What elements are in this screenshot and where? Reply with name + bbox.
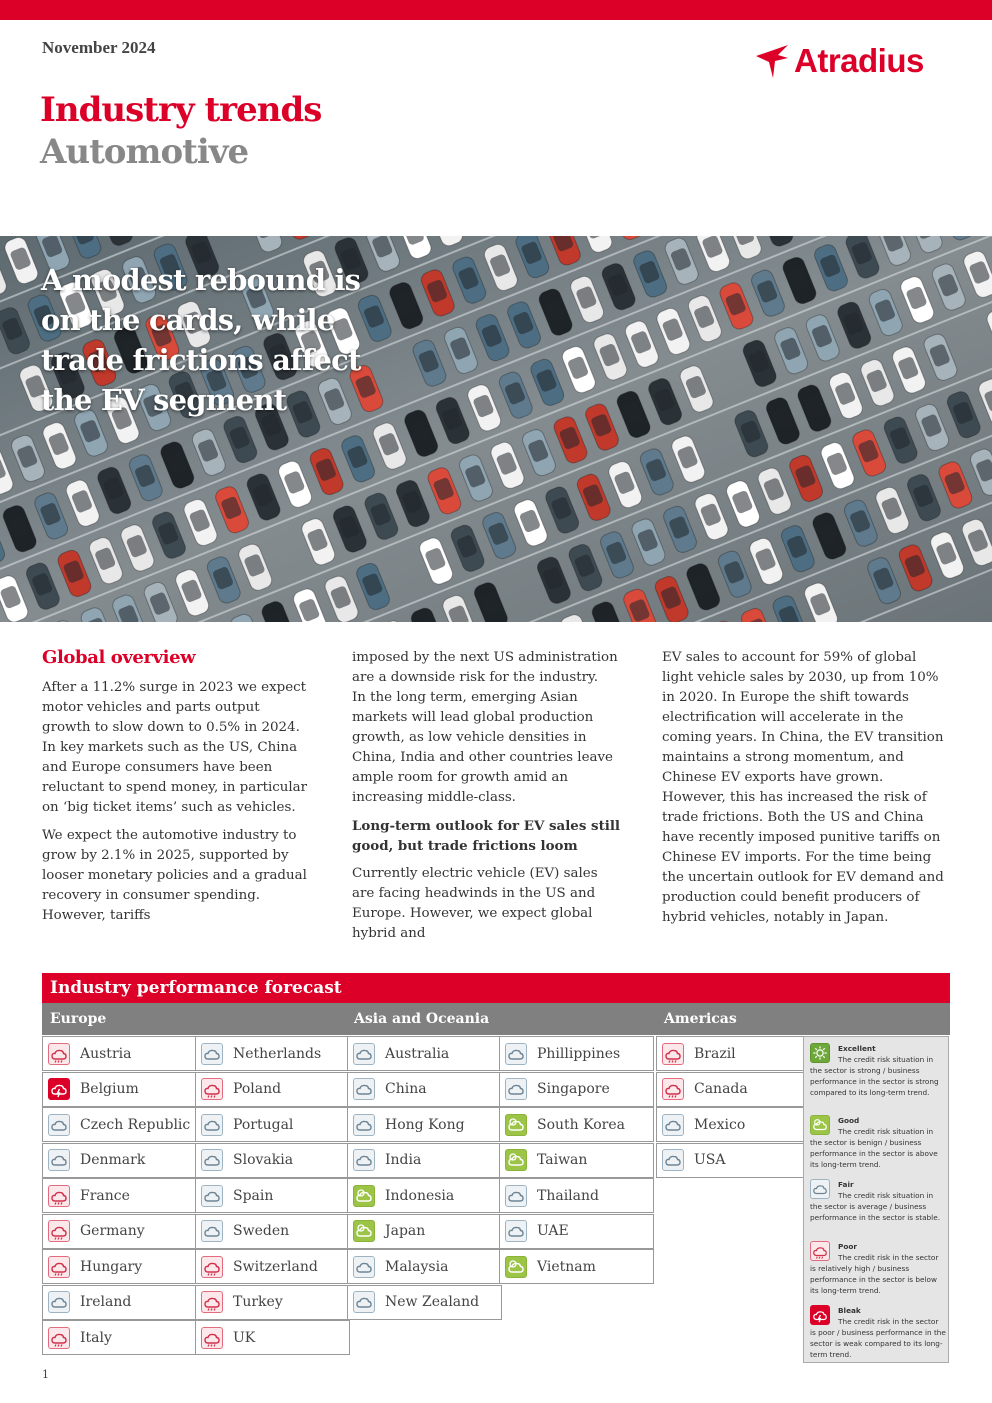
country-cell [195, 1143, 350, 1178]
country-name: UK [233, 1329, 256, 1346]
storm-cloud-icon [48, 1078, 70, 1100]
page-subtitle: Automotive [40, 132, 249, 172]
country-cell [42, 1320, 197, 1355]
country-name: France [80, 1187, 130, 1204]
country-name: Thailand [537, 1187, 599, 1204]
article-column-1 [42, 648, 312, 934]
cloud-icon [810, 1179, 830, 1199]
country-name: Spain [233, 1187, 274, 1204]
rain-cloud-icon [201, 1327, 223, 1349]
country-cell [347, 1285, 502, 1320]
country-name: China [385, 1081, 427, 1097]
country-name: USA [694, 1152, 726, 1168]
country-cell [347, 1107, 502, 1142]
rain-cloud-icon [48, 1256, 70, 1278]
country-cell [42, 1072, 197, 1107]
atradius-bird-icon [754, 42, 792, 80]
country-name: South Korea [537, 1116, 625, 1133]
cloud-icon [201, 1220, 223, 1242]
country-cell [656, 1072, 811, 1107]
paragraph: We expect the automotive industry to grow by 2.1% in 2025, supported by looser monetary policies and a gradual recovery in consumer spending. However, tariffs [42, 828, 307, 923]
article-column-3 [662, 648, 947, 936]
cloud-icon [201, 1114, 223, 1136]
country-cell [195, 1249, 350, 1284]
legend-name: Fair [838, 1180, 854, 1189]
cloud-icon [353, 1114, 375, 1136]
legend-item-excellent [810, 1043, 946, 1098]
rain-cloud-icon [48, 1043, 70, 1065]
paragraph: In the long term, emerging Asian markets will lead global production growth, as low vehicle densities in China, India and other countries leave ample room for growth amid an increasing middle-class. [352, 690, 613, 805]
legend-description: The credit risk situation in the sector is strong / business performance in the sector is strong compared to its long-term trend. [810, 1055, 939, 1097]
cloud-icon [505, 1043, 527, 1065]
hero-headline: A modest rebound is on the cards, while trade frictions affect the EV segment [41, 263, 361, 417]
country-cell [347, 1249, 502, 1284]
country-cell [195, 1178, 350, 1213]
country-cell [499, 1036, 654, 1071]
country-name: Malaysia [385, 1258, 449, 1275]
legend-description: The credit risk in the sector is relatively high / business performance in the sector is below its long-term trend. [810, 1253, 939, 1295]
cloud-icon [48, 1291, 70, 1313]
atradius-logo [754, 42, 924, 80]
country-cell [195, 1036, 350, 1071]
country-name: Taiwan [537, 1152, 588, 1168]
paragraph: imposed by the next US administration are a downside risk for the industry. [352, 650, 618, 685]
legend-item-good [810, 1115, 946, 1170]
paragraph: Currently electric vehicle (EV) sales are facing headwinds in the US and Europe. However, we expect global hybrid and [352, 866, 598, 941]
country-cell [42, 1143, 197, 1178]
country-name: Slovakia [233, 1152, 294, 1168]
country-name: Turkey [233, 1294, 283, 1310]
paragraph: After a 11.2% surge in 2023 we expect motor vehicles and parts output growth to slow down to 0.5% in 2024. In key markets such as the US, China and Europe consumers have been reluctant to spend money, in particular on ‘big ticket items’ such as vehicles. [42, 680, 308, 815]
section-heading: Global overview [42, 647, 196, 668]
country-cell [195, 1072, 350, 1107]
country-cell [195, 1285, 350, 1320]
country-cell [42, 1249, 197, 1284]
rain-cloud-icon [48, 1185, 70, 1207]
country-name: Poland [233, 1081, 282, 1097]
country-name: Sweden [233, 1223, 290, 1239]
country-cell [499, 1143, 654, 1178]
country-name: Switzerland [233, 1258, 318, 1275]
country-cell [347, 1036, 502, 1071]
article-column-2 [352, 648, 622, 952]
region-header-bar [42, 1003, 950, 1035]
country-cell [42, 1107, 197, 1142]
sun-cloud-icon [353, 1220, 375, 1242]
country-name: Indonesia [385, 1187, 455, 1204]
country-name: Germany [80, 1223, 145, 1239]
country-name: Singapore [537, 1081, 610, 1097]
forecast-title: Industry performance forecast [42, 973, 950, 1003]
country-cell [347, 1214, 502, 1249]
country-cell [499, 1178, 654, 1213]
country-name: Japan [385, 1223, 426, 1239]
country-name: India [385, 1152, 422, 1168]
country-name: Vietnam [537, 1258, 596, 1275]
legend-item-bleak [810, 1305, 946, 1360]
sun-cloud-icon [505, 1256, 527, 1278]
legend-description: The credit risk in the sector is poor / business performance in the sector is weak compared to its long-term trend. [810, 1317, 946, 1359]
cloud-icon [353, 1256, 375, 1278]
country-name: Hungary [80, 1258, 143, 1275]
rain-cloud-icon [662, 1078, 684, 1100]
cloud-icon [201, 1149, 223, 1171]
country-name: UAE [537, 1223, 569, 1239]
country-name: Portugal [233, 1116, 294, 1133]
page-title: Industry trends [40, 90, 322, 130]
paragraph: EV sales to account for 59% of global light vehicle sales by 2030, up from 10% in 2020. In Europe the shift towards electrification will accelerate in the coming years. In China, the EV transition maintains a strong momentum, and Chinese EV exports have grown. However, this has increased the risk of trade frictions. Both the US and China have recently imposed punitive tariffs on Chinese EV imports. For the time being the uncertain outlook for EV demand and production could benefit producers of hybrid vehicles, notably in Japan. [662, 650, 944, 925]
cloud-icon [201, 1043, 223, 1065]
page-number: 1 [42, 1368, 49, 1381]
cloud-icon [353, 1043, 375, 1065]
cloud-icon [505, 1220, 527, 1242]
legend-name: Poor [838, 1242, 857, 1251]
country-cell [42, 1178, 197, 1213]
rain-cloud-icon [662, 1043, 684, 1065]
country-name: Ireland [80, 1294, 132, 1310]
country-cell [42, 1285, 197, 1320]
legend-item-poor [810, 1241, 946, 1296]
country-cell [347, 1072, 502, 1107]
legend-name: Bleak [838, 1306, 861, 1315]
country-cell [42, 1036, 197, 1071]
country-cell [656, 1143, 811, 1178]
publication-date: November 2024 [42, 38, 156, 57]
country-cell [347, 1178, 502, 1213]
country-name: Phillippines [537, 1045, 621, 1062]
country-name: Italy [80, 1329, 112, 1346]
sun-cloud-icon [505, 1149, 527, 1171]
country-name: Czech Republic [80, 1116, 191, 1133]
country-cell [499, 1107, 654, 1142]
legend-name: Excellent [838, 1044, 876, 1053]
subheading: Long-term outlook for EV sales still good, but trade frictions loom [352, 818, 621, 854]
country-cell [195, 1107, 350, 1142]
sun-cloud-icon [353, 1185, 375, 1207]
country-cell [656, 1107, 811, 1142]
country-cell [499, 1214, 654, 1249]
region-asia-oceania: Asia and Oceania [354, 1011, 490, 1027]
country-name: Austria [80, 1045, 132, 1062]
country-name: Brazil [694, 1045, 736, 1062]
cloud-icon [505, 1078, 527, 1100]
rain-cloud-icon [48, 1220, 70, 1242]
top-accent-bar [0, 0, 992, 20]
country-cell [347, 1143, 502, 1178]
country-name: Denmark [80, 1152, 146, 1168]
rain-cloud-icon [201, 1256, 223, 1278]
cloud-icon [201, 1185, 223, 1207]
country-name: Mexico [694, 1116, 746, 1133]
cloud-icon [48, 1114, 70, 1136]
legend-name: Good [838, 1116, 860, 1125]
legend-item-fair [810, 1179, 946, 1223]
cloud-icon [662, 1149, 684, 1171]
country-name: Australia [385, 1045, 450, 1062]
sun-icon [810, 1043, 830, 1063]
country-name: New Zealand [385, 1294, 480, 1310]
logo-text: Atradius [794, 42, 924, 79]
rain-cloud-icon [48, 1327, 70, 1349]
legend-description: The credit risk situation in the sector is average / business performance in the sector is stable. [810, 1191, 941, 1222]
country-name: Belgium [80, 1081, 139, 1097]
rating-legend [803, 1036, 949, 1363]
country-name: Hong Kong [385, 1116, 465, 1133]
storm-cloud-icon [810, 1305, 830, 1325]
country-cell [499, 1072, 654, 1107]
cloud-icon [505, 1185, 527, 1207]
cloud-icon [353, 1078, 375, 1100]
sun-cloud-icon [505, 1114, 527, 1136]
country-name: Canada [694, 1081, 748, 1097]
cloud-icon [662, 1114, 684, 1136]
country-cell [195, 1320, 350, 1355]
country-name: Netherlands [233, 1045, 322, 1062]
cloud-icon [353, 1291, 375, 1313]
country-cell [42, 1214, 197, 1249]
cloud-icon [48, 1149, 70, 1171]
region-americas: Americas [664, 1011, 737, 1027]
rain-cloud-icon [201, 1291, 223, 1313]
region-europe: Europe [50, 1011, 107, 1027]
cloud-icon [353, 1149, 375, 1171]
country-cell [499, 1249, 654, 1284]
country-cell [656, 1036, 811, 1071]
country-cell [195, 1214, 350, 1249]
sun-cloud-icon [810, 1115, 830, 1135]
legend-description: The credit risk situation in the sector is benign / business performance in the sector is above its long-term trend. [810, 1127, 938, 1169]
rain-cloud-icon [810, 1241, 830, 1261]
industry-forecast-table [42, 973, 950, 1027]
rain-cloud-icon [201, 1078, 223, 1100]
